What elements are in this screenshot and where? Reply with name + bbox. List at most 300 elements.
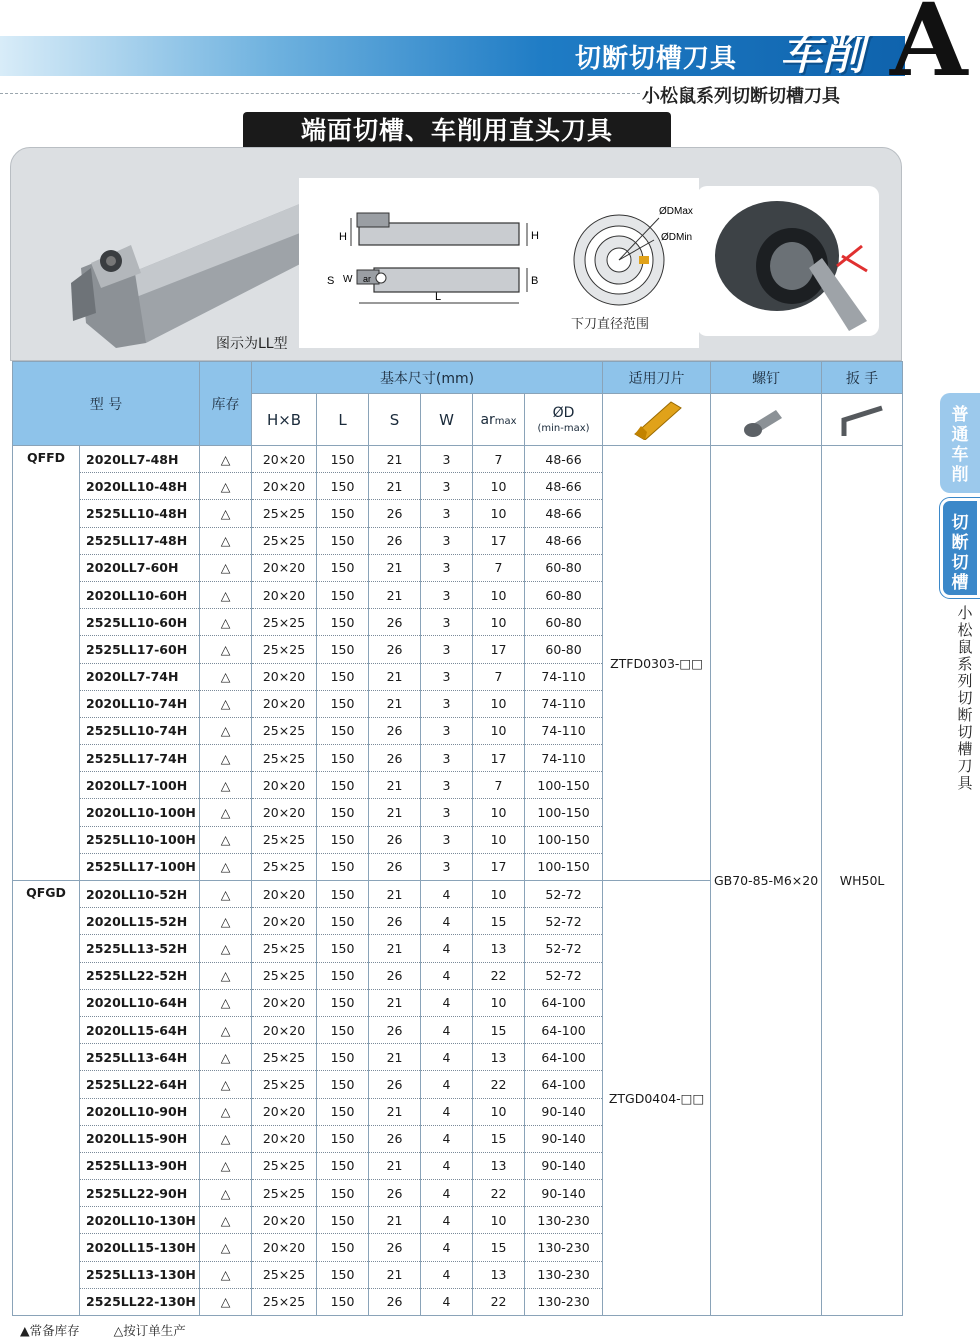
hxb-cell: 20×20 <box>252 772 317 799</box>
illustration-caption: 图示为LL型 <box>216 336 288 352</box>
ar-cell: 7 <box>473 663 525 690</box>
hxb-cell: 20×20 <box>252 690 317 717</box>
stock-cell: △ <box>200 609 252 636</box>
od-cell: 52-72 <box>525 881 603 908</box>
od-cell: 130-230 <box>525 1261 603 1288</box>
ar-cell: 13 <box>473 935 525 962</box>
od-cell: 100-150 <box>525 853 603 880</box>
footer-legend <box>20 1321 216 1339</box>
w-cell: 4 <box>421 1207 473 1234</box>
hxb-cell: 25×25 <box>252 853 317 880</box>
stock-cell: △ <box>200 690 252 717</box>
stock-cell: △ <box>200 1098 252 1125</box>
dim-label-b: B <box>531 275 539 287</box>
hxb-cell: 20×20 <box>252 881 317 908</box>
hxb-cell: 25×25 <box>252 1044 317 1071</box>
l-cell: 150 <box>317 717 369 744</box>
od-cell: 48-66 <box>525 446 603 473</box>
l-cell: 150 <box>317 908 369 935</box>
hxb-cell: 20×20 <box>252 446 317 473</box>
stock-cell: △ <box>200 446 252 473</box>
hxb-cell: 20×20 <box>252 799 317 826</box>
dim-label-od-min: ØDMin <box>661 232 693 243</box>
l-cell: 150 <box>317 1016 369 1043</box>
s-cell: 26 <box>369 1125 421 1152</box>
w-cell: 3 <box>421 473 473 500</box>
w-cell: 4 <box>421 1288 473 1315</box>
w-cell: 4 <box>421 1261 473 1288</box>
stock-cell: △ <box>200 1207 252 1234</box>
l-cell: 150 <box>317 1288 369 1315</box>
w-cell: 3 <box>421 446 473 473</box>
s-cell: 21 <box>369 690 421 717</box>
insert-cell: ZTFD0303-□□ <box>603 446 711 881</box>
s-cell: 26 <box>369 826 421 853</box>
w-cell: 4 <box>421 1180 473 1207</box>
s-cell: 26 <box>369 527 421 554</box>
stock-cell: △ <box>200 1261 252 1288</box>
w-cell: 4 <box>421 1044 473 1071</box>
w-cell: 3 <box>421 554 473 581</box>
od-cell: 60-80 <box>525 609 603 636</box>
ar-cell: 22 <box>473 1180 525 1207</box>
stock-cell: △ <box>200 1071 252 1098</box>
col-header-l: L <box>317 394 369 446</box>
stock-cell: △ <box>200 989 252 1016</box>
header-subtitle: 小松鼠系列切断切槽刀具 <box>642 86 840 107</box>
od-cell: 60-80 <box>525 636 603 663</box>
model-cell: 2020LL15-90H <box>80 1125 200 1152</box>
screw-icon-cell <box>711 394 822 446</box>
hxb-cell: 20×20 <box>252 908 317 935</box>
ar-cell: 13 <box>473 1261 525 1288</box>
w-cell: 4 <box>421 1234 473 1261</box>
hxb-cell: 20×20 <box>252 1016 317 1043</box>
stock-cell: △ <box>200 473 252 500</box>
s-cell: 26 <box>369 962 421 989</box>
s-cell: 26 <box>369 500 421 527</box>
w-cell: 3 <box>421 636 473 663</box>
stock-cell: △ <box>200 1152 252 1179</box>
insert-icon-cell <box>603 394 711 446</box>
model-cell: 2525LL17-74H <box>80 745 200 772</box>
l-cell: 150 <box>317 826 369 853</box>
od-sub-label: (min-max) <box>537 423 590 434</box>
model-cell: 2020LL10-74H <box>80 690 200 717</box>
stock-cell: △ <box>200 962 252 989</box>
side-tab-general-turning-label: 普通车削 <box>951 405 969 485</box>
ar-cell: 7 <box>473 554 525 581</box>
stock-cell: △ <box>200 1180 252 1207</box>
w-cell: 4 <box>421 1071 473 1098</box>
hxb-cell: 25×25 <box>252 1288 317 1315</box>
od-cell: 64-100 <box>525 1071 603 1098</box>
w-cell: 4 <box>421 935 473 962</box>
col-header-s: S <box>369 394 421 446</box>
model-cell: 2525LL13-64H <box>80 1044 200 1071</box>
l-cell: 150 <box>317 1234 369 1261</box>
s-cell: 21 <box>369 1261 421 1288</box>
series-label: QFFD <box>13 446 80 881</box>
dim-label-l: L <box>435 291 442 303</box>
hxb-cell: 20×20 <box>252 1125 317 1152</box>
model-cell: 2525LL13-90H <box>80 1152 200 1179</box>
ar-cell: 15 <box>473 1234 525 1261</box>
ar-cell: 10 <box>473 1207 525 1234</box>
s-cell: 21 <box>369 881 421 908</box>
l-cell: 150 <box>317 446 369 473</box>
w-cell: 3 <box>421 717 473 744</box>
legend-stock: ▲常备库存 <box>20 1323 80 1338</box>
od-cell: 100-150 <box>525 772 603 799</box>
col-header-insert: 适用刀片 <box>603 362 711 394</box>
l-cell: 150 <box>317 1152 369 1179</box>
w-cell: 3 <box>421 772 473 799</box>
hxb-cell: 25×25 <box>252 609 317 636</box>
stock-cell: △ <box>200 772 252 799</box>
stock-cell: △ <box>200 853 252 880</box>
section-title: 端面切槽、车削用直头刀具 <box>243 112 671 150</box>
s-cell: 26 <box>369 717 421 744</box>
header-title-big: 车削 <box>780 30 865 79</box>
s-cell: 26 <box>369 1016 421 1043</box>
od-cell: 130-230 <box>525 1234 603 1261</box>
w-cell: 3 <box>421 581 473 608</box>
model-cell: 2020LL10-48H <box>80 473 200 500</box>
hxb-cell: 25×25 <box>252 527 317 554</box>
s-cell: 26 <box>369 745 421 772</box>
hxb-cell: 25×25 <box>252 500 317 527</box>
w-cell: 3 <box>421 799 473 826</box>
wrench-cell: WH50L <box>822 446 903 1316</box>
stock-cell: △ <box>200 500 252 527</box>
hxb-cell: 25×25 <box>252 1152 317 1179</box>
col-header-od <box>525 394 603 446</box>
s-cell: 26 <box>369 1071 421 1098</box>
side-tab-parting-grooving[interactable] <box>940 498 980 598</box>
s-cell: 21 <box>369 663 421 690</box>
model-cell: 2020LL7-74H <box>80 663 200 690</box>
s-cell: 21 <box>369 989 421 1016</box>
ar-cell: 10 <box>473 581 525 608</box>
model-cell: 2020LL10-64H <box>80 989 200 1016</box>
dim-label-od-max: ØDMax <box>659 206 693 217</box>
od-cell: 90-140 <box>525 1098 603 1125</box>
w-cell: 4 <box>421 962 473 989</box>
od-cell: 74-110 <box>525 663 603 690</box>
od-cell: 64-100 <box>525 1044 603 1071</box>
od-cell: 52-72 <box>525 935 603 962</box>
ar-cell: 17 <box>473 527 525 554</box>
ar-cell: 10 <box>473 500 525 527</box>
stock-cell: △ <box>200 1016 252 1043</box>
w-cell: 4 <box>421 908 473 935</box>
stock-cell: △ <box>200 636 252 663</box>
stock-cell: △ <box>200 663 252 690</box>
stock-cell: △ <box>200 1288 252 1315</box>
stock-cell: △ <box>200 908 252 935</box>
od-cell: 90-140 <box>525 1125 603 1152</box>
l-cell: 150 <box>317 772 369 799</box>
header-band <box>0 36 905 76</box>
hxb-cell: 25×25 <box>252 1261 317 1288</box>
application-illustration <box>697 186 879 336</box>
model-cell: 2020LL7-48H <box>80 446 200 473</box>
col-header-model: 型 号 <box>13 362 200 446</box>
od-cell: 90-140 <box>525 1180 603 1207</box>
od-cell: 48-66 <box>525 527 603 554</box>
s-cell: 21 <box>369 1152 421 1179</box>
schematic-caption: 下刀直径范围 <box>571 317 650 332</box>
l-cell: 150 <box>317 935 369 962</box>
series-label: QFGD <box>13 881 80 1316</box>
s-cell: 26 <box>369 1180 421 1207</box>
model-cell: 2525LL13-52H <box>80 935 200 962</box>
l-cell: 150 <box>317 663 369 690</box>
w-cell: 4 <box>421 1125 473 1152</box>
ar-cell: 10 <box>473 717 525 744</box>
col-header-screw: 螺钉 <box>711 362 822 394</box>
dim-label-s: S <box>327 275 335 287</box>
col-header-stock: 库存 <box>200 362 252 446</box>
ar-cell: 10 <box>473 609 525 636</box>
model-cell: 2525LL17-100H <box>80 853 200 880</box>
l-cell: 150 <box>317 554 369 581</box>
ar-cell: 17 <box>473 745 525 772</box>
model-cell: 2020LL15-52H <box>80 908 200 935</box>
od-cell: 64-100 <box>525 1016 603 1043</box>
ar-cell: 13 <box>473 1044 525 1071</box>
w-cell: 4 <box>421 1098 473 1125</box>
l-cell: 150 <box>317 636 369 663</box>
model-cell: 2525LL10-48H <box>80 500 200 527</box>
model-cell: 2525LL17-60H <box>80 636 200 663</box>
l-cell: 150 <box>317 799 369 826</box>
ar-cell: 22 <box>473 962 525 989</box>
hxb-cell: 20×20 <box>252 1234 317 1261</box>
col-header-hxb: H×B <box>252 394 317 446</box>
w-cell: 3 <box>421 690 473 717</box>
model-cell: 2020LL15-64H <box>80 1016 200 1043</box>
s-cell: 21 <box>369 772 421 799</box>
ar-cell: 10 <box>473 1098 525 1125</box>
table-row <box>13 446 903 473</box>
ar-cell: 22 <box>473 1288 525 1315</box>
od-cell: 100-150 <box>525 826 603 853</box>
hxb-cell: 25×25 <box>252 962 317 989</box>
model-cell: 2020LL10-100H <box>80 799 200 826</box>
illustration-panel <box>10 147 902 361</box>
col-header-wrench: 扳 手 <box>822 362 903 394</box>
ar-cell: 15 <box>473 1125 525 1152</box>
hxb-cell: 25×25 <box>252 1180 317 1207</box>
dim-label-h2: H <box>531 230 539 242</box>
model-cell: 2525LL17-48H <box>80 527 200 554</box>
ar-cell: 22 <box>473 1071 525 1098</box>
stock-cell: △ <box>200 717 252 744</box>
l-cell: 150 <box>317 1098 369 1125</box>
dim-label-w: W <box>343 274 353 285</box>
s-cell: 21 <box>369 935 421 962</box>
s-cell: 21 <box>369 554 421 581</box>
od-cell: 130-230 <box>525 1207 603 1234</box>
od-cell: 60-80 <box>525 554 603 581</box>
ar-cell: 10 <box>473 690 525 717</box>
insert-icon <box>627 396 687 440</box>
l-cell: 150 <box>317 473 369 500</box>
model-cell: 2020LL10-60H <box>80 581 200 608</box>
model-cell: 2525LL22-130H <box>80 1288 200 1315</box>
od-cell: 74-110 <box>525 745 603 772</box>
l-cell: 150 <box>317 581 369 608</box>
model-cell: 2525LL22-52H <box>80 962 200 989</box>
s-cell: 21 <box>369 473 421 500</box>
model-cell: 2020LL7-100H <box>80 772 200 799</box>
l-cell: 150 <box>317 989 369 1016</box>
w-cell: 3 <box>421 663 473 690</box>
stock-cell: △ <box>200 745 252 772</box>
hxb-cell: 20×20 <box>252 581 317 608</box>
screw-icon <box>736 396 796 440</box>
w-cell: 3 <box>421 826 473 853</box>
w-cell: 3 <box>421 609 473 636</box>
od-cell: 48-66 <box>525 500 603 527</box>
header-title: 切断切槽刀具 <box>575 44 738 74</box>
hxb-cell: 20×20 <box>252 989 317 1016</box>
ar-cell: 13 <box>473 1152 525 1179</box>
l-cell: 150 <box>317 690 369 717</box>
hxb-cell: 25×25 <box>252 636 317 663</box>
od-cell: 60-80 <box>525 581 603 608</box>
dim-label-h: H <box>339 231 347 243</box>
s-cell: 26 <box>369 609 421 636</box>
l-cell: 150 <box>317 745 369 772</box>
s-cell: 26 <box>369 1234 421 1261</box>
side-tab-parting-grooving-label: 切断切槽 <box>951 513 969 593</box>
hxb-cell: 25×25 <box>252 935 317 962</box>
header-divider <box>0 93 640 94</box>
model-cell: 2525LL10-74H <box>80 717 200 744</box>
model-cell: 2525LL22-64H <box>80 1071 200 1098</box>
hxb-cell: 25×25 <box>252 1071 317 1098</box>
s-cell: 21 <box>369 1098 421 1125</box>
ar-cell: 7 <box>473 446 525 473</box>
od-cell: 48-66 <box>525 473 603 500</box>
ar-label: ar <box>480 411 495 428</box>
l-cell: 150 <box>317 1207 369 1234</box>
ar-cell: 15 <box>473 908 525 935</box>
l-cell: 150 <box>317 1071 369 1098</box>
w-cell: 4 <box>421 989 473 1016</box>
ar-cell: 10 <box>473 826 525 853</box>
od-label: ØD <box>552 405 575 421</box>
hxb-cell: 25×25 <box>252 826 317 853</box>
hxb-cell: 25×25 <box>252 717 317 744</box>
w-cell: 3 <box>421 745 473 772</box>
stock-cell: △ <box>200 881 252 908</box>
l-cell: 150 <box>317 1180 369 1207</box>
w-cell: 4 <box>421 1152 473 1179</box>
l-cell: 150 <box>317 1261 369 1288</box>
ar-cell: 17 <box>473 636 525 663</box>
w-cell: 3 <box>421 527 473 554</box>
ar-cell: 7 <box>473 772 525 799</box>
s-cell: 26 <box>369 908 421 935</box>
ar-cell: 10 <box>473 799 525 826</box>
spec-table <box>12 361 903 1316</box>
model-cell: 2020LL10-90H <box>80 1098 200 1125</box>
dim-label-ar: ar <box>363 274 372 284</box>
hxb-cell: 25×25 <box>252 745 317 772</box>
stock-cell: △ <box>200 554 252 581</box>
l-cell: 150 <box>317 853 369 880</box>
w-cell: 4 <box>421 881 473 908</box>
s-cell: 21 <box>369 581 421 608</box>
stock-cell: △ <box>200 799 252 826</box>
col-header-basic-dims: 基本尺寸(mm) <box>252 362 603 394</box>
l-cell: 150 <box>317 1125 369 1152</box>
od-cell: 74-110 <box>525 717 603 744</box>
hxb-cell: 20×20 <box>252 473 317 500</box>
model-cell: 2020LL10-130H <box>80 1207 200 1234</box>
model-cell: 2525LL13-130H <box>80 1261 200 1288</box>
l-cell: 150 <box>317 609 369 636</box>
ar-cell: 10 <box>473 473 525 500</box>
l-cell: 150 <box>317 881 369 908</box>
model-cell: 2525LL22-90H <box>80 1180 200 1207</box>
side-tab-general-turning[interactable] <box>940 393 980 493</box>
l-cell: 150 <box>317 527 369 554</box>
od-cell: 74-110 <box>525 690 603 717</box>
s-cell: 21 <box>369 1044 421 1071</box>
spec-table-body <box>13 446 903 1316</box>
l-cell: 150 <box>317 1044 369 1071</box>
s-cell: 26 <box>369 1288 421 1315</box>
insert-cell: ZTGD0404-□□ <box>603 881 711 1316</box>
model-cell: 2525LL10-60H <box>80 609 200 636</box>
w-cell: 4 <box>421 1016 473 1043</box>
od-cell: 64-100 <box>525 989 603 1016</box>
section-letter: A <box>890 0 968 99</box>
stock-cell: △ <box>200 581 252 608</box>
hxb-cell: 20×20 <box>252 663 317 690</box>
od-cell: 100-150 <box>525 799 603 826</box>
l-cell: 150 <box>317 500 369 527</box>
od-cell: 90-140 <box>525 1152 603 1179</box>
stock-cell: △ <box>200 935 252 962</box>
side-vertical-label: 小松鼠系列切断切槽刀具 <box>957 604 973 792</box>
stock-cell: △ <box>200 1234 252 1261</box>
wrench-icon-cell <box>822 394 903 446</box>
od-cell: 52-72 <box>525 962 603 989</box>
w-cell: 3 <box>421 500 473 527</box>
model-cell: 2020LL10-52H <box>80 881 200 908</box>
s-cell: 21 <box>369 1207 421 1234</box>
s-cell: 21 <box>369 799 421 826</box>
wrench-icon <box>832 396 892 440</box>
hxb-cell: 20×20 <box>252 1207 317 1234</box>
ar-cell: 15 <box>473 1016 525 1043</box>
ar-cell: 10 <box>473 989 525 1016</box>
col-header-w: W <box>421 394 473 446</box>
col-header-ar <box>473 394 525 446</box>
stock-cell: △ <box>200 826 252 853</box>
stock-cell: △ <box>200 527 252 554</box>
model-cell: 2020LL15-130H <box>80 1234 200 1261</box>
l-cell: 150 <box>317 962 369 989</box>
legend-order: △按订单生产 <box>113 1323 186 1338</box>
od-cell: 130-230 <box>525 1288 603 1315</box>
